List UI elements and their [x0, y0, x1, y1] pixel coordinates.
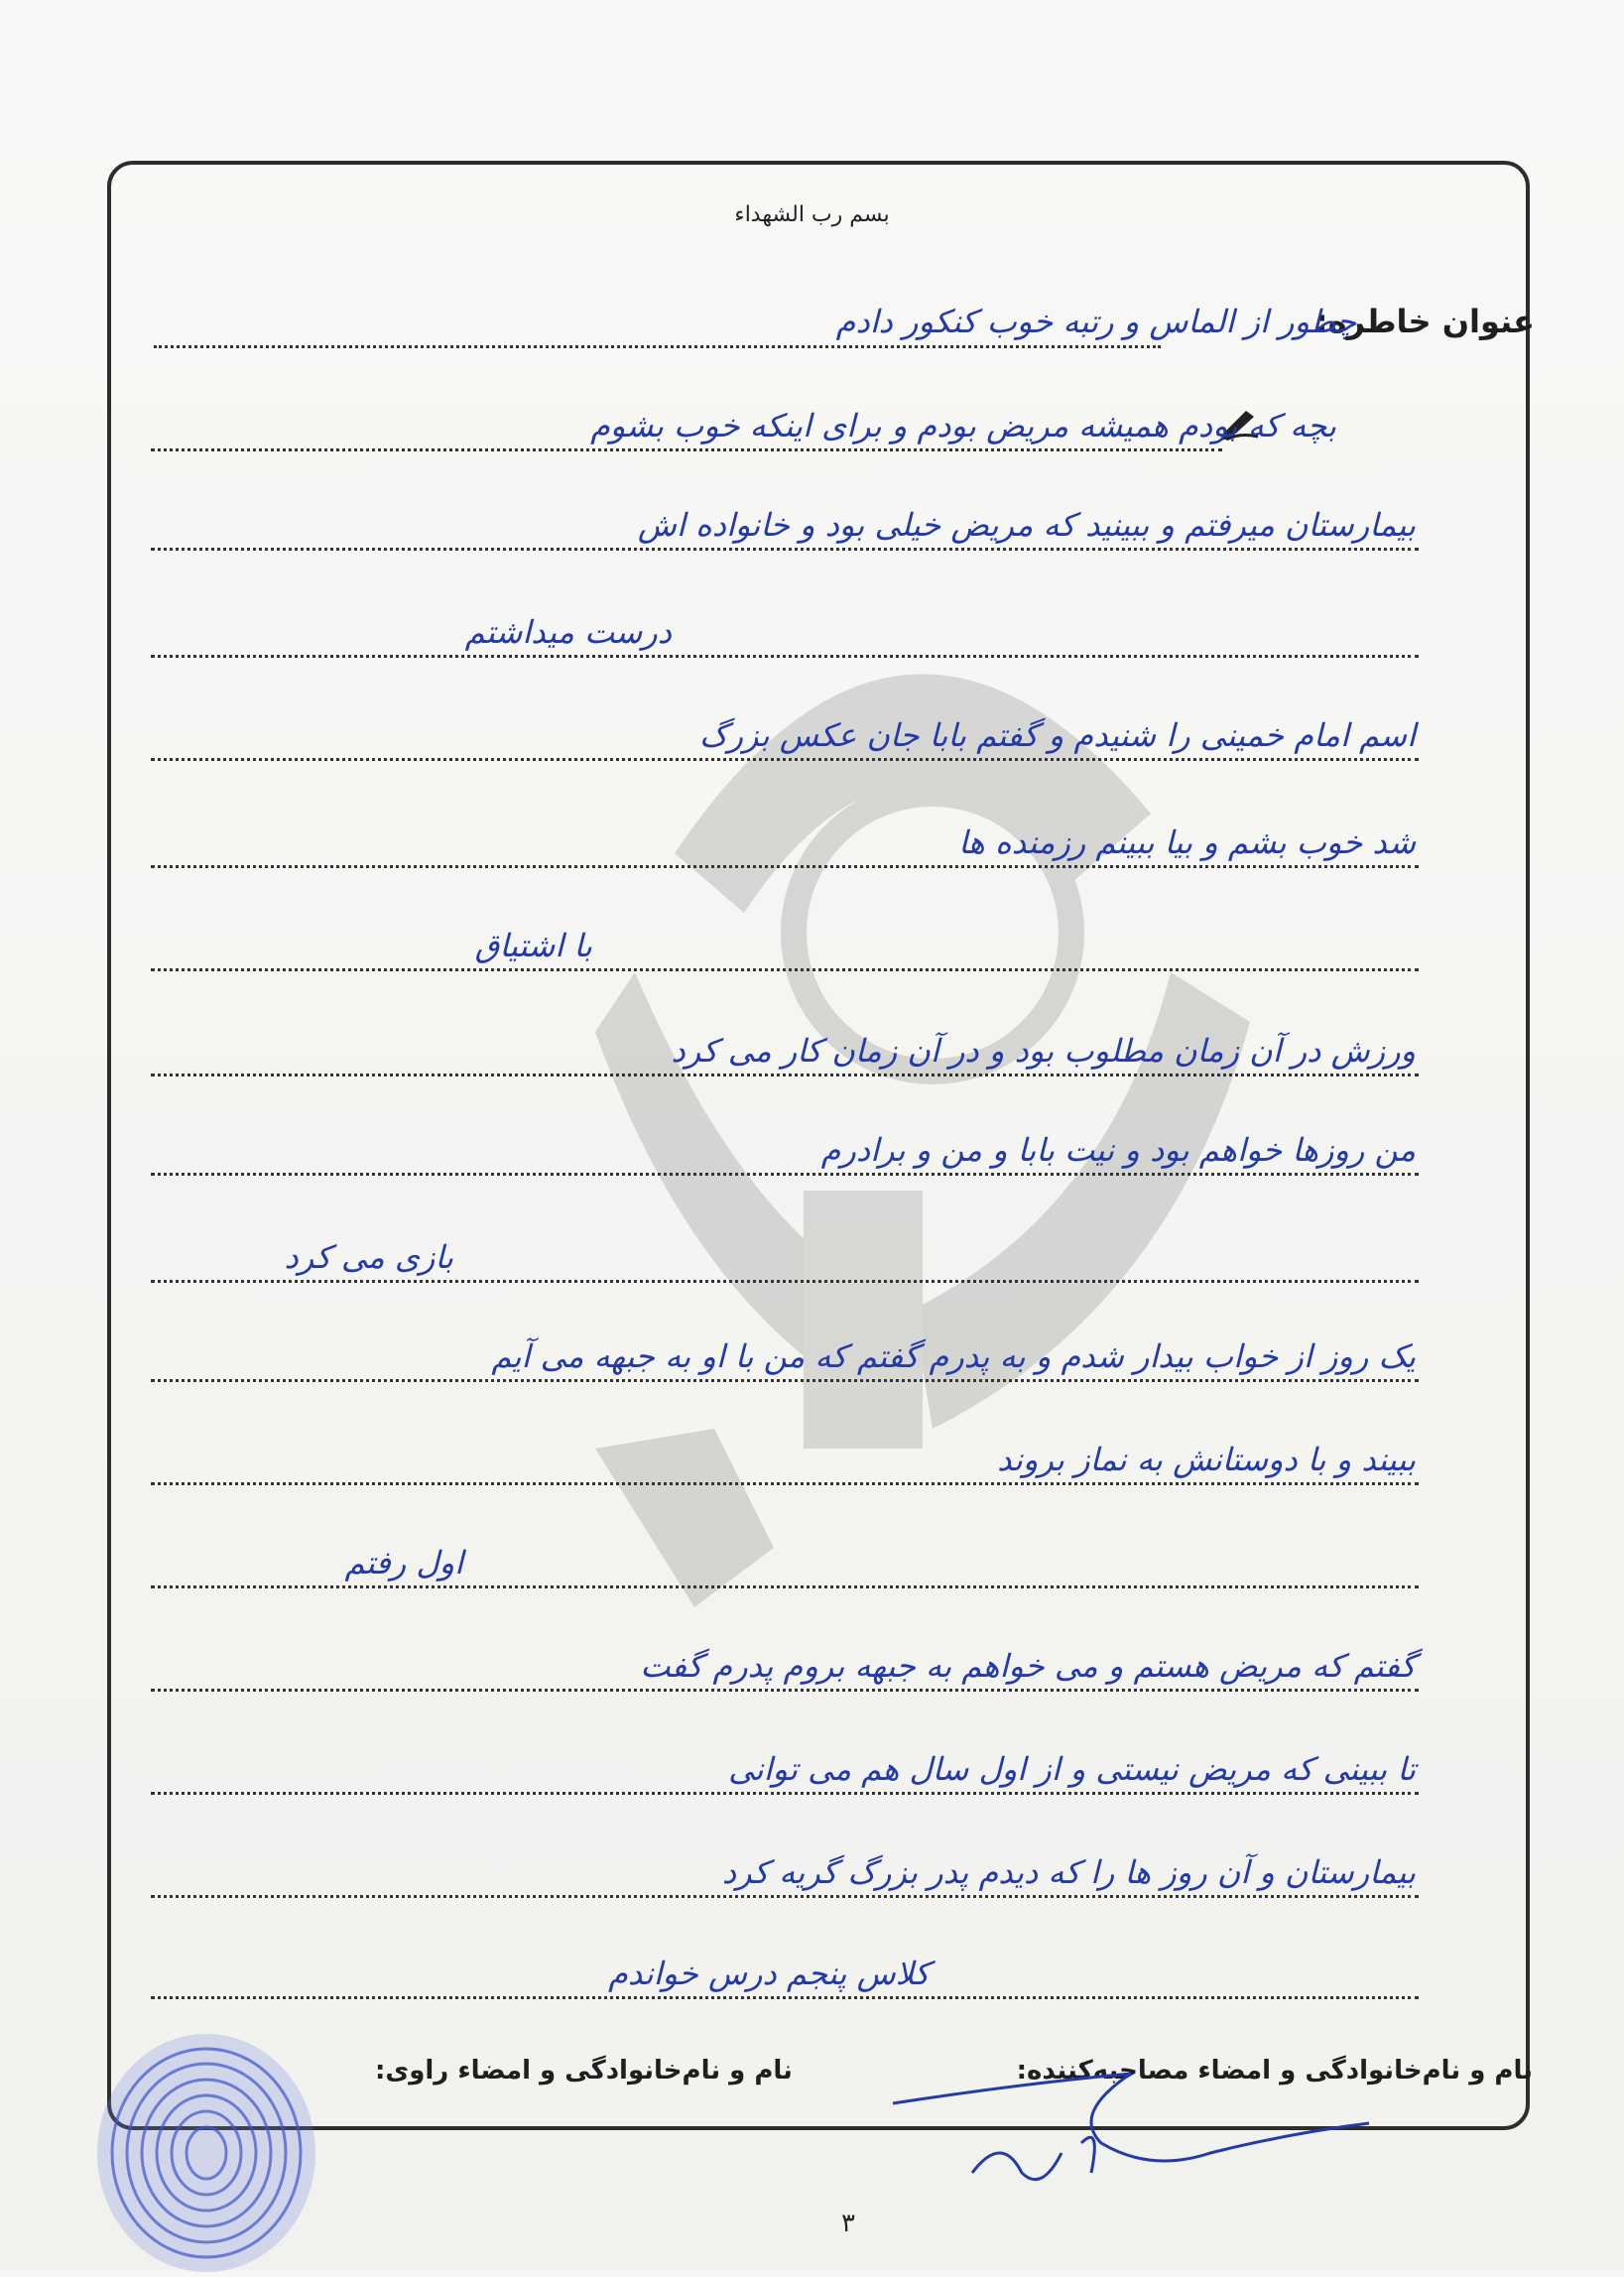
- writing-line: [151, 1482, 1419, 1485]
- handwritten-line: بیمارستان میرفتم و ببینید که مریض خیلی بود و خانواده اش: [637, 506, 1416, 544]
- handwritten-line: ببیند و با دوستانش به نماز بروند: [997, 1441, 1416, 1478]
- handwritten-line: درست میداشتم: [464, 613, 672, 651]
- interviewer-signature-label: نام و نام‌خانوادگی و امضاء مصاحبه‌کننده:: [1016, 2056, 1533, 2086]
- handwritten-line: با اشتیاق: [474, 927, 592, 964]
- writing-line: [151, 1996, 1419, 1999]
- handwritten-line: تا ببینی که مریض نیستی و از اول سال هم می توانی: [728, 1750, 1416, 1788]
- handwritten-title: چطور از الماس و رتبه خوب کنکور دادم: [835, 303, 1356, 340]
- writing-line: [151, 1173, 1419, 1176]
- page-number: ۳: [841, 2209, 855, 2238]
- writing-line: [151, 968, 1419, 971]
- bismillah-header: بسم رب الشهداء: [734, 202, 890, 227]
- handwritten-line: کلاس پنجم درس خواندم: [608, 1955, 930, 1992]
- writing-line: [151, 1379, 1419, 1382]
- memory-title-label: عنوان خاطره:: [1314, 303, 1535, 340]
- handwritten-line: گفتم که مریض هستم و می خواهم به جبهه بروم پدرم گفت: [640, 1647, 1416, 1685]
- writing-line: [151, 548, 1419, 551]
- signature: [873, 2024, 1389, 2193]
- writing-line: [151, 865, 1419, 868]
- handwritten-line: شد خوب بشم و بیا ببینم رزمنده ها: [958, 823, 1416, 861]
- writing-line: [151, 448, 1222, 451]
- narrator-signature-label: نام و نام‌خانوادگی و امضاء راوی:: [375, 2056, 793, 2086]
- writing-line: [151, 1792, 1419, 1795]
- handwritten-line: بازی می کرد: [284, 1238, 453, 1276]
- handwritten-line: اسم امام خمینی را شنیدم و گفتم بابا جان عکس بزرگ: [698, 716, 1416, 754]
- writing-line: [151, 758, 1419, 761]
- writing-line: [151, 1585, 1419, 1588]
- writing-line: [151, 655, 1419, 658]
- writing-line: [151, 1895, 1419, 1898]
- handwritten-line: بیمارستان و آن روز ها را که دیدم پدر بزرگ گریه کرد: [721, 1853, 1416, 1891]
- fingerprint-stamp: [87, 2029, 325, 2277]
- writing-line: [154, 345, 1161, 348]
- writing-line: [151, 1280, 1419, 1283]
- handwritten-line: من روزها خواهم بود و نیت بابا و من و برادرم: [820, 1131, 1416, 1169]
- handwritten-line: اول رفتم: [344, 1544, 463, 1581]
- handwritten-line: ورزش در آن زمان مطلوب بود و در آن زمان کار می کرد: [671, 1032, 1416, 1070]
- handwritten-line: یک روز از خواب بیدار شدم و به پدرم گفتم که من با او به جبهه می آیم: [491, 1337, 1416, 1375]
- handwritten-line: بچه که بودم همیشه مریض بودم و برای اینکه خوب بشوم: [590, 407, 1336, 444]
- writing-line: [151, 1689, 1419, 1692]
- writing-line: [151, 1074, 1419, 1076]
